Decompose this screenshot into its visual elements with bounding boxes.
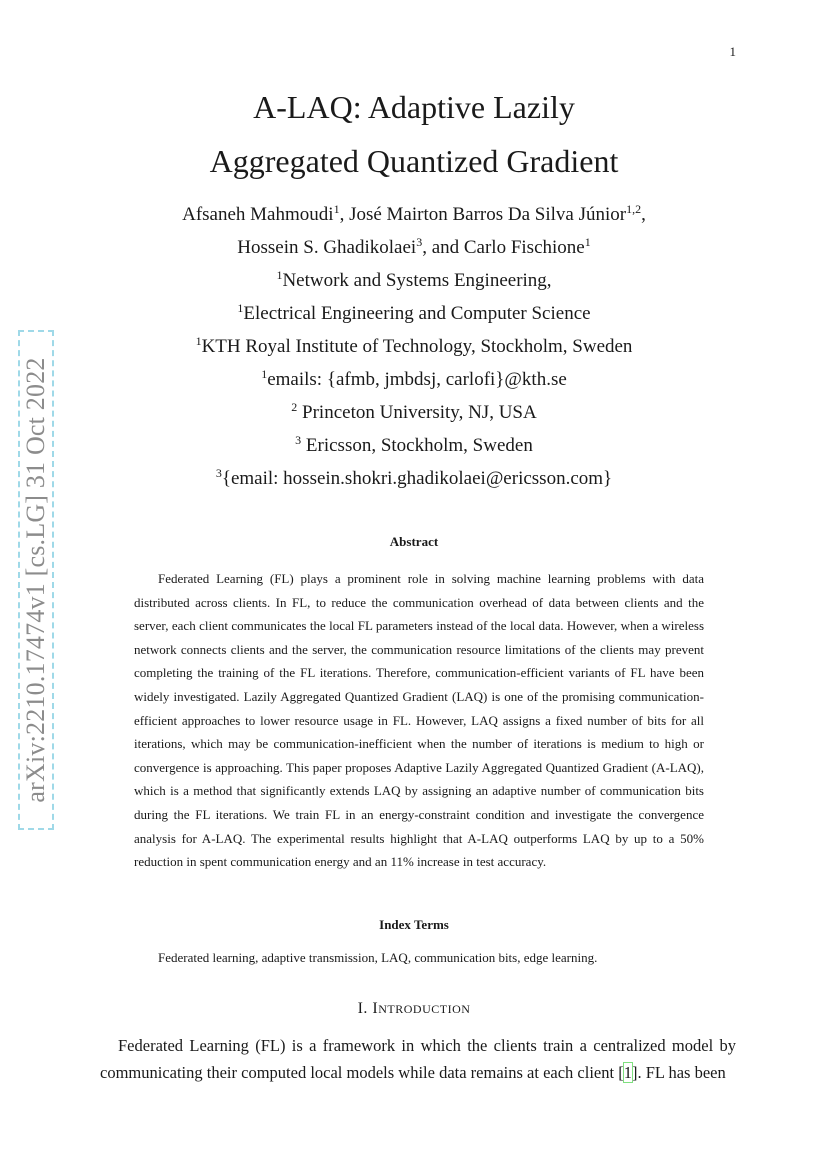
index-terms-text: Federated learning, adaptive transmission, LAQ, communication bits, edge learning. [158,950,598,965]
affiliation-text: Ericsson, Stockholm, Sweden [301,435,533,456]
affiliation-sup: 1 [237,301,244,315]
affiliation-text: Electrical Engineering and Computer Science [243,303,591,324]
affiliation-text: emails: {afmb, jmbdsj, carlofi}@kth.se [267,369,567,390]
introduction-text-start: Federated Learning (FL) is a framework in which the clients train a centralized model by communicating their computed local models while data remains at each client [ [100,1036,736,1082]
author-sep: , [641,204,646,225]
author-name: , José Mairton Barros Da Silva Júnior [339,204,627,225]
author-sup: 1 [333,202,340,216]
affiliation-line [0,401,828,425]
paper-title-line-1: A-LAQ: Adaptive Lazily [253,89,575,125]
affiliation-text: KTH Royal Institute of Technology, Stockholm, Sweden [201,336,633,357]
affiliation-text: {email: hossein.shokri.ghadikolaei@ericsson.com} [221,468,613,489]
affiliation-sup: 2 [291,400,298,414]
introduction-text-end: ]. FL has been [631,1063,726,1082]
author-sup: 1 [584,235,591,249]
arxiv-stamp-label: arXiv:2210.17474v1 [cs.LG] 31 Oct 2022 [21,357,50,803]
affiliation-sup: 1 [261,367,268,381]
introduction-text [100,1032,736,1086]
authors-line-1 [0,203,828,227]
author-name: , and Carlo Fischione [422,237,585,258]
affiliation-line [0,302,828,326]
affiliation-sup: 1 [276,268,283,282]
page-number: 1 [729,44,736,59]
affiliation-sup: 3 [295,433,302,447]
authors-line-2 [0,236,828,260]
affiliation-line [0,335,828,359]
affiliation-line [0,269,828,293]
author-name: Afsaneh Mahmoudi [182,204,334,225]
citation-link[interactable]: 1 [623,1063,632,1082]
author-name: Hossein S. Ghadikolaei [237,237,417,258]
affiliation-text: Network and Systems Engineering, [282,270,552,291]
affiliation-sup: 3 [215,466,222,480]
introduction-heading: I. INTRODUCTION [357,1000,471,1017]
author-sup: 1,2 [626,202,642,216]
affiliation-line [0,467,828,491]
affiliation-line [0,368,828,392]
abstract-text: Federated Learning (FL) plays a prominent role in solving machine learning problems with data distributed across clients. In FL, to reduce the communication overhead of data between clients and the server, each client communicates the local FL parameters instead of the local data. However, when a wireless network connects clients and the server, the communication resource limitations of the clients may prevent completing the training of the FL iterations. Therefore, communication-efficient variants of FL have been widely investigated. Lazily Aggregated Quantized Gradient (LAQ) is one of the promising communication-efficient approaches to lower resource usage in FL. However, LAQ assigns a fixed number of bits for all iterations, which may be communication-inefficient when the number of iterations is medium to high or convergence is approaching. This paper proposes Adaptive Lazily Aggregated Quantized Gradient (A-LAQ), which is a method that significantly extends LAQ by assigning an adaptive number of communication bits during the FL iterations. We train FL in an energy-constraint condition and investigate the convergence analysis for A-LAQ. The experimental results highlight that A-LAQ outperforms LAQ by up to a 50% reduction in spent communication energy and an 11% increase in test accuracy. [134,571,704,870]
affiliation-sup: 1 [195,334,202,348]
author-sup: 3 [416,235,423,249]
paper-title-line-2: Aggregated Quantized Gradient [209,143,619,179]
abstract-heading: Abstract [389,534,439,549]
affiliation-text: Princeton University, NJ, USA [297,402,537,423]
affiliation-line [0,434,828,458]
index-terms-heading: Index Terms [379,917,449,932]
